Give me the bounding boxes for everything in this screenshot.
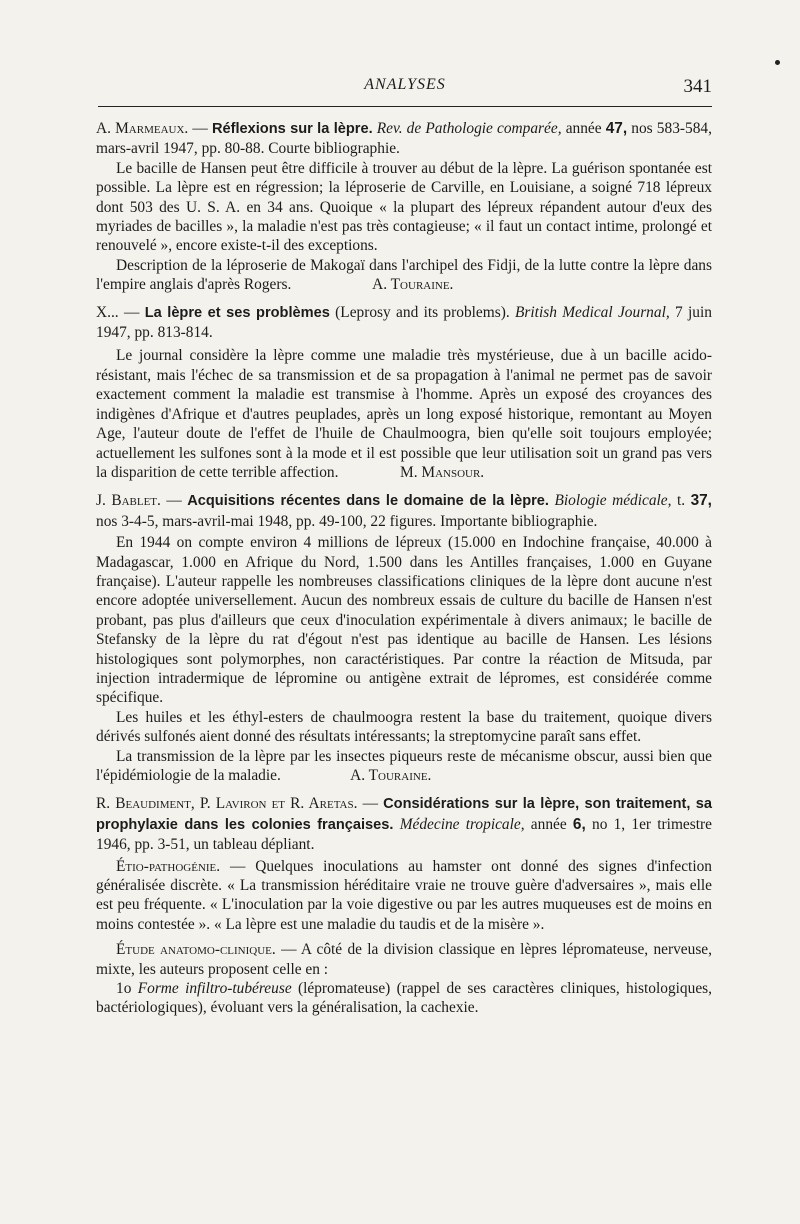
article-2-ref-details: 7 juin 1947, pp. 813-814. — [96, 303, 712, 342]
article-3-paragraph-3-text: La transmission de la lèpre par les insectes piqueurs reste de mécanisme obscur, aussi bien que l'épidémiologie de la maladie. — [96, 747, 712, 784]
article-4-paragraph-2-text: — A côté de la division classique en lèpres lépromateuse, nerveuse, mixte, les auteurs proposent celle en : — [96, 941, 712, 978]
article-2-title-english: (Leprosy and its problems). — [329, 303, 510, 321]
article-1-title: Réflexions sur la lèpre. — [211, 121, 373, 137]
article-1-dash: — — [188, 120, 212, 137]
running-header — [98, 74, 712, 100]
article-2 — [96, 303, 712, 483]
article-2-paragraph-1-text: Le journal considère la lèpre comme une maladie très mystérieuse, due à un bacille acido-résistant, mais l'échec de sa transmission et de sa propagation à l'animal ne permet pas de savoir exactement comment la maladie est transmise à l'homme. Après un exposé des croyances des indigènes d'Afrique et d'autres peuplades, après un long exposé historique, remontant au Moyen Age, l'auteur doute de l'effet de l'huile de Chaulmoogra, bien qu'elle soit toujours employée; actuellement les sulfones sont à la mode et il est possible que leur utilisation soit un grand pas vers la disparition de cette terrible affection. — [96, 347, 712, 481]
page-body — [96, 119, 712, 1018]
article-3-dash: — — [160, 492, 188, 510]
article-1-paragraph-1: Le bacille de Hansen peut être difficile à trouver au début de la lèpre. La guérison spontanée est possible. La lèpre est en régression; la léproserie de Carville, en Louisiane, a soigné 718 lépreux dont 503 des U. S. A. en 34 ans. Quoique « la plupart des lépreux répandent autour d'eux des myriades de bacilles », la maladie n'est pas très contagieuse; « il faut un contact intime, prolongé et renouvelé », encore existe-t-il des exceptions. — [96, 159, 712, 255]
article-1-paragraph-2 — [96, 256, 712, 295]
article-3-signature: A. Touraine. — [350, 767, 432, 784]
article-3 — [96, 491, 712, 785]
article-4-paragraph-1 — [96, 857, 712, 935]
article-1-paragraph-2-text: Description de la léproserie de Makogaï dans l'archipel des Fidji, de la lutte contre la lèpre dans l'empire anglais d'après Rogers. — [96, 256, 712, 294]
article-2-paragraph-1 — [96, 346, 712, 482]
article-4-paragraph-2 — [96, 940, 712, 979]
article-2-title: La lèpre et ses problèmes — [144, 304, 330, 321]
article-4-paragraph-1-text: — Quelques inoculations au hamster ont donné des signes d'infection généralisée discrète. « La transmission héréditaire vraie ne trouve guère d'adversaires », mais elle est peu fréquente. « L'inoculation par la voie digestive ou par les autres muqueuses est de moins en moins contestée ». « La lèpre est une maladie du taudis et de la misère ». — [96, 857, 712, 933]
running-title: ANALYSES — [364, 76, 446, 93]
article-3-reference — [96, 491, 712, 531]
article-1-volume: 47, — [605, 120, 628, 137]
article-2-reference — [96, 303, 712, 343]
article-4-paragraph-3-text: (lépromateuse) (rappel de ses caractères cliniques, histologiques, bactériologiques), évoluant vers la généralisation, la cachexie. — [96, 980, 712, 1017]
article-3-volume: 37, — [690, 492, 712, 510]
article-3-paragraph-2: Les huiles et les éthyl-esters de chaulmoogra restent la base du traitement, quoique divers dérivés sulfonés aient donné des résultats intéressants; la streptomycine paraît sans effet. — [96, 708, 712, 746]
article-4-dash: — — [357, 795, 384, 813]
article-4-journal: Médecine tropicale, — [393, 815, 525, 833]
article-3-paragraph-1: En 1944 on compte environ 4 millions de lépreux (15.000 en Indochine française, 40.000 à Madagascar, 1.000 en Afrique du Nord, 1.500 dans les Antilles françaises, 1.000 en Guyane française). L'auteur rappelle les nombreuses classifications cliniques de la lèpre dont aucune n'est encore adoptée universellement. Aucun des nombreux essais de culture du bacille de Hansen n'est probant, pas plus d'ailleurs que ceux d'inoculation expérimentale à divers animaux; le bacille de Stefansky de la lèpre du rat d'égout n'est pas identique au bacille de Hansen. Les lésions histologiques sont polymorphes, non caractéristiques. Par contre la réaction de Mitsuda, par injection intradermique de lépromine ou antigène extrait de lépromes, est considérée comme spécifique. — [96, 534, 712, 707]
article-4 — [96, 794, 712, 1017]
article-4-volume: 6, — [572, 815, 586, 833]
article-3-tome-label: t. — [671, 492, 691, 510]
article-4-year-label: année — [524, 815, 573, 833]
article-3-paragraph-3 — [96, 747, 712, 786]
article-1-authors: A. Marmeaux. — [96, 120, 189, 137]
header-rule — [98, 106, 712, 107]
article-2-dash: — — [118, 303, 145, 321]
article-1-year-label: année — [561, 120, 606, 137]
article-1-reference — [96, 119, 712, 159]
article-1-ref-details: nos 583-584, mars-avril 1947, pp. 80-88. Courte bibliographie. — [96, 120, 712, 158]
article-4-section-etio: Étio-pathogénie. — [116, 857, 221, 875]
article-3-title: Acquisitions récentes dans le domaine de la lèpre. — [187, 493, 549, 510]
article-2-signature: M. Mansour. — [400, 463, 485, 481]
article-3-journal: Biologie médicale, — [548, 492, 672, 510]
article-1 — [96, 119, 712, 295]
page-mark — [775, 60, 780, 65]
article-4-reference — [96, 794, 712, 854]
article-2-journal: British Medical Journal, — [509, 303, 670, 321]
article-4-form-label: Forme infiltro-tubéreuse — [137, 980, 292, 998]
page-number: 341 — [683, 76, 712, 97]
article-3-authors: J. Bablet. — [96, 492, 161, 510]
article-4-section-anatomo: Étude anatomo-clinique. — [116, 941, 276, 959]
article-4-paragraph-3 — [96, 979, 712, 1018]
article-2-authors: X... — [96, 303, 119, 321]
article-1-journal: Rev. de Pathologie comparée, — [372, 120, 562, 137]
article-1-signature: A. Touraine. — [372, 276, 454, 294]
article-4-ref-details: no 1, 1er trimestre 1946, pp. 3-51, un tableau dépliant. — [96, 815, 712, 854]
article-3-ref-details: nos 3-4-5, mars-avril-mai 1948, pp. 49-100, 22 figures. Importante bibliographie. — [96, 512, 598, 530]
article-4-title: Considérations sur la lèpre, son traitement, sa prophylaxie dans les colonies françaises. — [96, 796, 712, 833]
article-4-item-number: 1o — [116, 980, 138, 998]
article-4-authors: R. Beaudiment, P. Laviron et R. Aretas. — [96, 795, 358, 813]
